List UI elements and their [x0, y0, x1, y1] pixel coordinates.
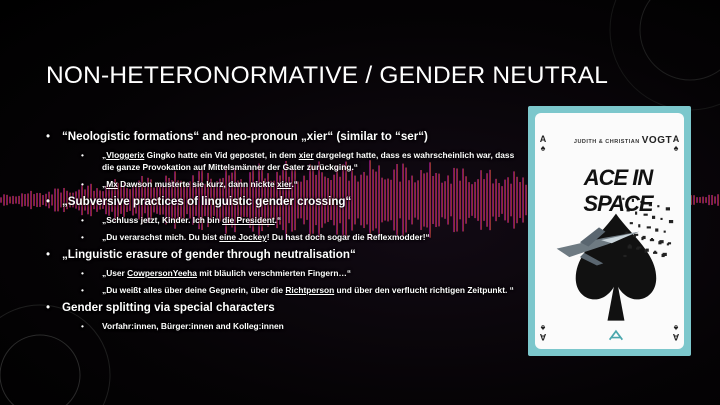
quote-text: dargelegt hatte, dass es wahrscheinlich war, dass die ganze Provokation auf Mittelsmänner der Gater zurückging.“	[102, 150, 515, 172]
corner-bottom-left	[538, 323, 548, 341]
quote-text: „Schluss jetzt, Kinder. Ich bin	[102, 215, 223, 225]
quote-text: Dawson musterte sie kurz, dann nickte	[117, 179, 277, 189]
waveform-bar	[708, 195, 710, 205]
debris-particle	[660, 218, 662, 220]
spade-icon: ♠	[540, 143, 546, 153]
debris-particle	[634, 234, 638, 236]
waveform-bar	[705, 197, 707, 203]
waveform-bar	[21, 193, 23, 206]
bullet-item	[46, 130, 521, 190]
spade-icon: ♠	[673, 143, 679, 153]
highlighted-term: eine Jockey	[219, 232, 267, 242]
waveform-bar	[24, 194, 26, 206]
highlighted-term: CowpersonYeeha	[127, 268, 197, 278]
waveform-bar	[714, 196, 716, 203]
highlighted-term: xier	[298, 150, 314, 160]
debris-particle	[623, 255, 626, 257]
book-cover-card	[535, 113, 684, 349]
quote-text: „User	[102, 268, 128, 278]
book-author-first: JUDITH & CHRISTIAN	[573, 139, 640, 145]
waveform-bar	[12, 196, 14, 204]
spade-silhouette	[576, 214, 657, 321]
waveform-bar	[0, 197, 2, 202]
debris-particle	[655, 228, 658, 231]
sub-bullet-list	[62, 149, 521, 190]
slide-title: NON-HETERONORMATIVE / GENDER NEUTRAL	[46, 62, 609, 89]
quote-text: ! Du hast doch sogar die Reflexmodder!“	[266, 232, 430, 242]
debris-particle	[642, 236, 645, 239]
waveform-bar	[30, 191, 32, 209]
debris-particle	[659, 240, 663, 243]
sub-bullet-item	[72, 320, 521, 332]
corner-bottom-right	[671, 323, 681, 341]
debris-particle	[664, 231, 666, 233]
highlighted-term: Mx	[106, 179, 118, 189]
bullet-item	[46, 195, 521, 243]
corner-letter: A	[539, 332, 547, 342]
waveform-bar	[522, 177, 524, 222]
debris-particle	[651, 238, 653, 240]
waveform-bar	[27, 193, 29, 206]
sub-bullet-item	[72, 284, 521, 296]
waveform-bar	[18, 196, 20, 204]
waveform-bar	[15, 196, 17, 203]
quote-text: mit bläulich verschmierten Fingern…“	[196, 268, 352, 278]
bullet-item	[46, 248, 521, 296]
corner-letter: A	[539, 134, 547, 144]
bullet-item	[46, 301, 521, 332]
debris-particle	[654, 251, 656, 253]
waveform-bar	[36, 193, 38, 207]
highlighted-term: Richtperson	[285, 285, 335, 295]
decor-circle	[640, 0, 720, 80]
corner-letter: A	[672, 134, 680, 144]
sub-bullet-list	[62, 320, 521, 332]
spade-icon: ♠	[673, 323, 679, 333]
debris-particle	[669, 220, 673, 223]
book-author	[563, 135, 683, 146]
sub-bullet-item	[72, 231, 521, 243]
corner-top-left	[538, 135, 548, 153]
quote-text: „Du verarschst mich. Du bist	[102, 232, 220, 242]
publisher-logo	[610, 331, 623, 339]
waveform-bar	[39, 193, 41, 207]
debris-particle	[668, 242, 671, 244]
waveform-bar	[42, 195, 44, 205]
quote-text: „Du weißt alles über deine Gegnerin, über die	[102, 285, 286, 295]
bullet-text: Gender splitting via special characters	[62, 301, 275, 314]
bullet-text: “Neologistic formations“ and neo-pronoun „xier“ (similar to “ser“)	[62, 130, 428, 143]
debris-particle	[646, 249, 649, 252]
highlighted-term: die President	[222, 215, 275, 225]
corner-letter: A	[672, 332, 680, 342]
debris-particle	[630, 222, 633, 224]
sub-bullet-item	[72, 178, 521, 190]
sub-bullet-item	[72, 267, 521, 279]
waveform-bar	[711, 195, 713, 205]
book-cover	[528, 106, 691, 356]
bullet-text: „Linguistic erasure of gender through neutralisation“	[62, 248, 356, 261]
waveform-bar	[525, 185, 527, 215]
waveform-bar	[6, 195, 8, 205]
highlighted-term: Vloggerix	[106, 150, 145, 160]
waveform-bar	[717, 194, 719, 206]
book-title: ACE IN SPACE	[583, 165, 653, 216]
debris-particle	[663, 253, 667, 256]
waveform-bar	[702, 197, 704, 204]
highlighted-term: xier	[277, 179, 292, 189]
debris-particle	[637, 246, 641, 248]
quote-text: .“	[274, 215, 282, 225]
sub-bullet-item	[72, 214, 521, 226]
quote-text: „	[102, 179, 107, 189]
debris-particle	[629, 244, 631, 247]
quote-text: Gingko hatte ein Vid gepostet, in dem	[144, 150, 299, 160]
spade-icon: ♠	[540, 323, 546, 333]
debris-particle	[638, 224, 640, 227]
quote-text: „	[102, 150, 107, 160]
waveform-bar	[3, 194, 5, 205]
decor-circle	[610, 0, 720, 110]
sub-bullet-list	[62, 267, 521, 296]
decor-circle	[0, 335, 80, 405]
waveform-bar	[33, 194, 35, 206]
bullet-list	[46, 130, 521, 337]
quote-text: .“	[291, 179, 298, 189]
bullet-text: „Subversive practices of linguistic gender crossing“	[62, 195, 352, 208]
debris-particle	[647, 226, 651, 228]
quote-text: Vorfahr:innen, Bürger:innen and Kolleg:innen	[102, 321, 284, 331]
waveform-bar	[9, 197, 11, 204]
book-author-last: VOGT	[641, 135, 673, 146]
sub-bullet-item	[72, 149, 521, 173]
waveform-bar	[699, 197, 701, 203]
quote-text: und über den verflucht richtigen Zeitpunkt. “	[334, 285, 514, 295]
sub-bullet-list	[62, 214, 521, 243]
